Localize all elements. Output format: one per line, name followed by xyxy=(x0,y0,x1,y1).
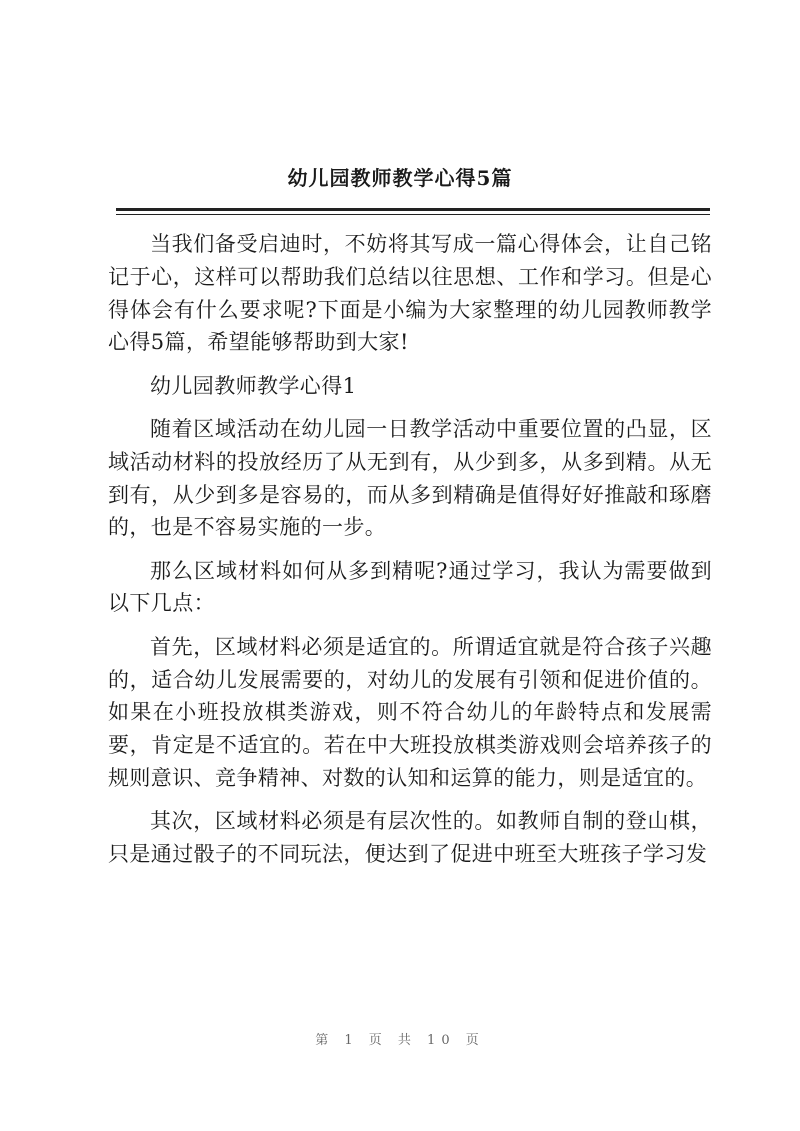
section-heading: 幼儿园教师教学心得1 xyxy=(150,373,357,398)
title-underline-thick xyxy=(116,208,710,211)
body-paragraph: 随着区域活动在幼儿园一日教学活动中重要位置的凸显，区域活动材料的投放经历了从无到有，从少到多，从多到精。从无到有，从少到多是容易的，而从多到精确是值得好好推敲和琢磨的，也是不容易实施的一步。 xyxy=(108,416,712,540)
body-paragraph: 其次，区域材料必须是有层次性的。如教师自制的登山棋，只是通过骰子的不同玩法，便达到了促进中班至大班孩子学习发 xyxy=(108,809,712,867)
title-underline-thin xyxy=(116,214,710,215)
document-title: 幼儿园教师教学心得5篇 xyxy=(287,166,513,190)
body-paragraph: 首先，区域材料必须是适宜的。所谓适宜就是符合孩子兴趣的，适合幼儿发展需要的，对幼儿的发展有引领和促进价值的。如果在小班投放棋类游戏，则不符合幼儿的年龄特点和发展需要，肯定是不适宜的。若在中大班投放棋类游戏则会培养孩子的规则意识、竞争精神、对数的认知和运算的能力，则是适宜的。 xyxy=(108,634,712,790)
body-paragraph: 那么区域材料如何从多到精呢?通过学习，我认为需要做到以下几点： xyxy=(108,558,712,616)
document-body xyxy=(108,228,712,881)
intro-paragraph: 当我们备受启迪时，不妨将其写成一篇心得体会，让自己铭记于心，这样可以帮助我们总结以往思想、工作和学习。但是心得体会有什么要求呢?下面是小编为大家整理的幼儿园教师教学心得5篇，希望能够帮助到大家! xyxy=(108,232,712,355)
page-number-footer: 第 1 页 共 10 页 xyxy=(315,1033,485,1048)
